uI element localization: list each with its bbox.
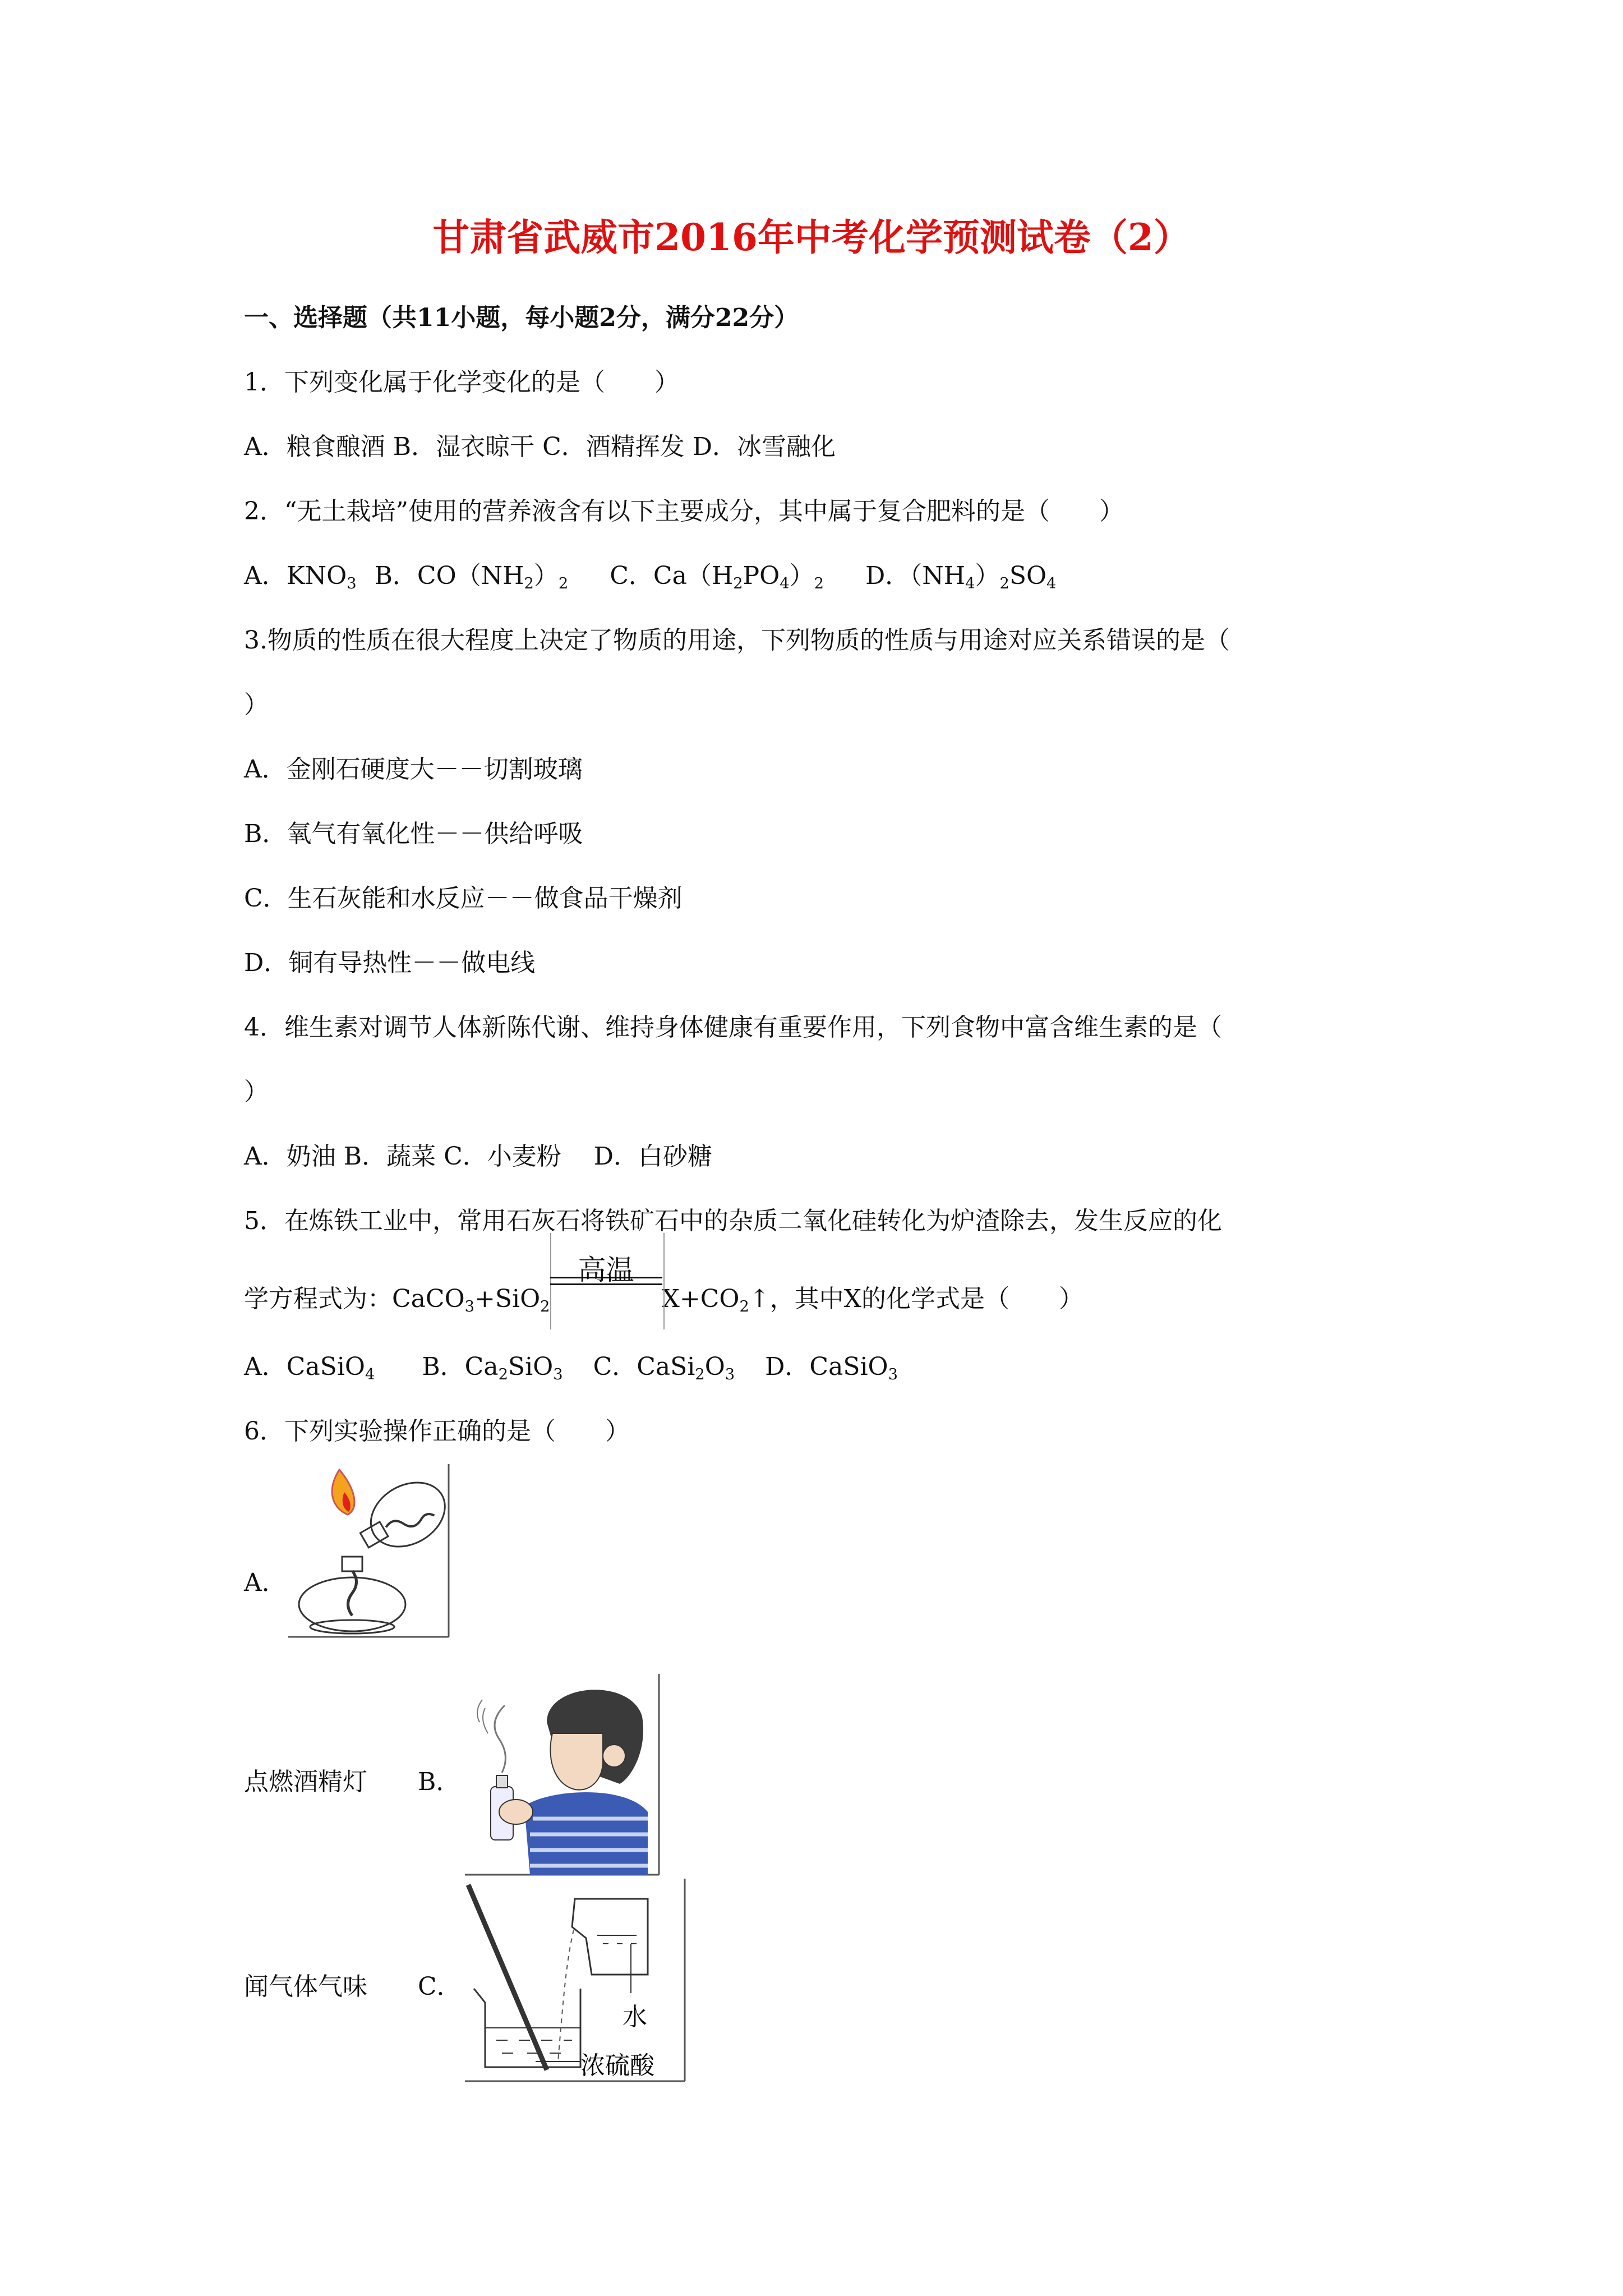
question-5-options: A．CaSiO$_4$ B．$Ca_2SiO_3$ C．$CaSi_2O_3$ D．CaSiO$_3$ bbox=[244, 1352, 898, 1384]
option-d: D．（NH bbox=[865, 562, 966, 590]
water-label: 水 bbox=[623, 2003, 647, 2031]
question-6-stem: 6．下列实验操作正确的是（ ） bbox=[244, 1417, 630, 1446]
question-3-option-b: B．氧气有氧化性－－供给呼吸 bbox=[244, 820, 583, 848]
section-heading: 一、选择题（共11小题，每小题2分，满分22分） bbox=[244, 303, 799, 332]
question-2-stem: 2．“无土栽培”使用的营养液含有以下主要成分，其中属于复合肥料的是（ ） bbox=[244, 497, 1124, 526]
option-c: C．Ca（H bbox=[610, 562, 734, 590]
acid-label: 浓硫酸 bbox=[580, 2051, 654, 2080]
question-4-stem-end: ） bbox=[244, 1078, 269, 1106]
question-5-equation: 学方程式为：CaCO$_3$+SiO$_2$ 高温 $X+CO_2↑$，其中X的化学式是（ ） bbox=[244, 1272, 1083, 1315]
reaction-condition: 高温 bbox=[550, 1272, 662, 1312]
smelling-gas-image bbox=[463, 1672, 665, 1876]
figure-a-label: A． bbox=[244, 1568, 287, 1597]
question-1-options: A．粮食酿酒 B．湿衣晾干 C．酒精挥发 D．冰雪融化 bbox=[244, 432, 836, 461]
figure-c-label: C． bbox=[418, 1972, 462, 2001]
question-3-option-d: D．铜有导热性－－做电线 bbox=[244, 949, 536, 977]
page-title: 甘肃省武威市2016年中考化学预测试卷（2） bbox=[432, 215, 1191, 259]
question-3-stem-end: ） bbox=[244, 691, 269, 719]
option-a: A．KNO bbox=[244, 562, 347, 590]
question-1-stem: 1．下列变化属于化学变化的是（ ） bbox=[244, 368, 679, 397]
figure-b-label: B． bbox=[418, 1768, 461, 1796]
question-3-option-c: C．生石灰能和水反应－－做食品干燥剂 bbox=[244, 884, 683, 913]
option-b: B．CO（NH bbox=[374, 562, 524, 590]
figure-a-caption: 点燃酒精灯 bbox=[244, 1768, 367, 1796]
question-3-option-a: A．金刚石硬度大－－切割玻璃 bbox=[244, 755, 583, 784]
figure-b-caption: 闻气体气味 bbox=[244, 1972, 367, 2001]
question-4-stem: 4．维生素对调节人体新陈代谢、维持身体健康有重要作用，下列食物中富含维生素的是（ bbox=[244, 1013, 1222, 1042]
question-2-options: A．$KNO_3$ B．$CO(NH_2)_2$ C．$Ca(H_2PO_4)_2$ D．$(NH_4)_2SO_4$ bbox=[244, 562, 1057, 593]
question-4-options: A．奶油 B．蔬菜 C．小麦粉 D．白砂糖 bbox=[244, 1142, 713, 1171]
question-3-stem: 3.物质的性质在很大程度上决定了物质的用途，下列物质的性质与用途对应关系错误的是（ bbox=[244, 626, 1230, 655]
question-5-stem: 5．在炼铁工业中，常用石灰石将铁矿石中的杂质二氧化硅转化为炉渣除去，发生反应的化 bbox=[244, 1207, 1222, 1235]
diluting-acid-image bbox=[463, 1876, 687, 2084]
alcohol-lamp-image bbox=[286, 1458, 454, 1638]
